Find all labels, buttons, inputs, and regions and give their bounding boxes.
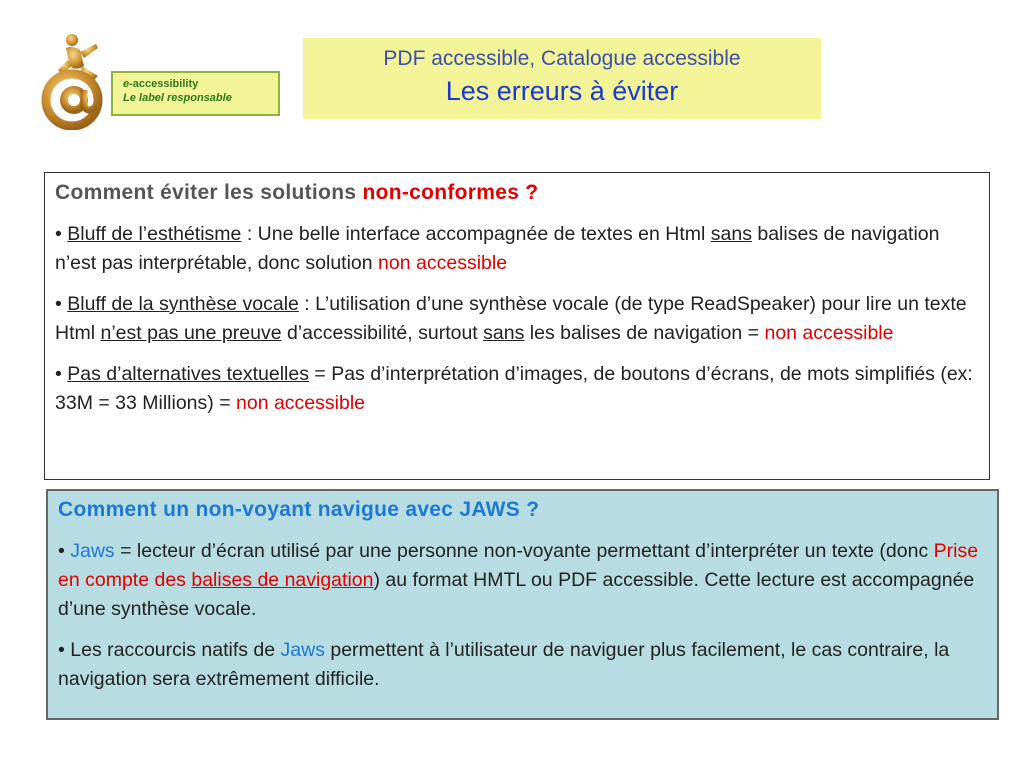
page-subtitle: PDF accessible, Catalogue accessible [383,47,741,70]
label-line-1: e-accessibility [123,78,199,90]
page-title: Les erreurs à éviter [445,76,679,106]
section1-heading: Comment éviter les solutions non-conformes ? [55,181,539,204]
at-sign-person-icon [38,30,110,130]
label-line-2: Le label responsable [123,92,232,104]
title-banner [303,38,821,119]
section-jaws-navigation [46,489,999,720]
bullet-aesthetics: • Bluff de l’esthétisme : Une belle interface accompagnée de textes en Html sans balises de navigation n’est pas interprétable, donc solution non accessible [55,223,940,274]
section-non-conform-solutions [44,172,990,480]
bullet-jaws-definition: • Jaws = lecteur d’écran utilisé par une personne non-voyante permettant d’interpréter un texte (donc Prise en compte des balises de navigation) au format HMTL ou PDF accessible. Cette lecture est accompagnée d’une synthèse vocale. [58,540,979,620]
label-badge [111,71,280,116]
section2-heading: Comment un non-voyant navigue avec JAWS ? [58,498,540,521]
bullet-voice-synthesis: • Bluff de la synthèse vocale : L’utilisation d’une synthèse vocale (de type ReadSpeaker) pour lire un texte Html n’est pas une preuve d’accessibilité, surtout sans les balises de navigation = non accessible [55,293,967,344]
bullet-text-alternatives: • Pas d’alternatives textuelles = Pas d’interprétation d’images, de boutons d’écrans, de mots simplifiés (ex: 33M = 33 Millions) = non accessible [55,363,973,414]
bullet-jaws-shortcuts: • Les raccourcis natifs de Jaws permettent à l’utilisateur de naviguer plus facilement, le cas contraire, la navigation sera extrêmement difficile. [58,639,950,690]
